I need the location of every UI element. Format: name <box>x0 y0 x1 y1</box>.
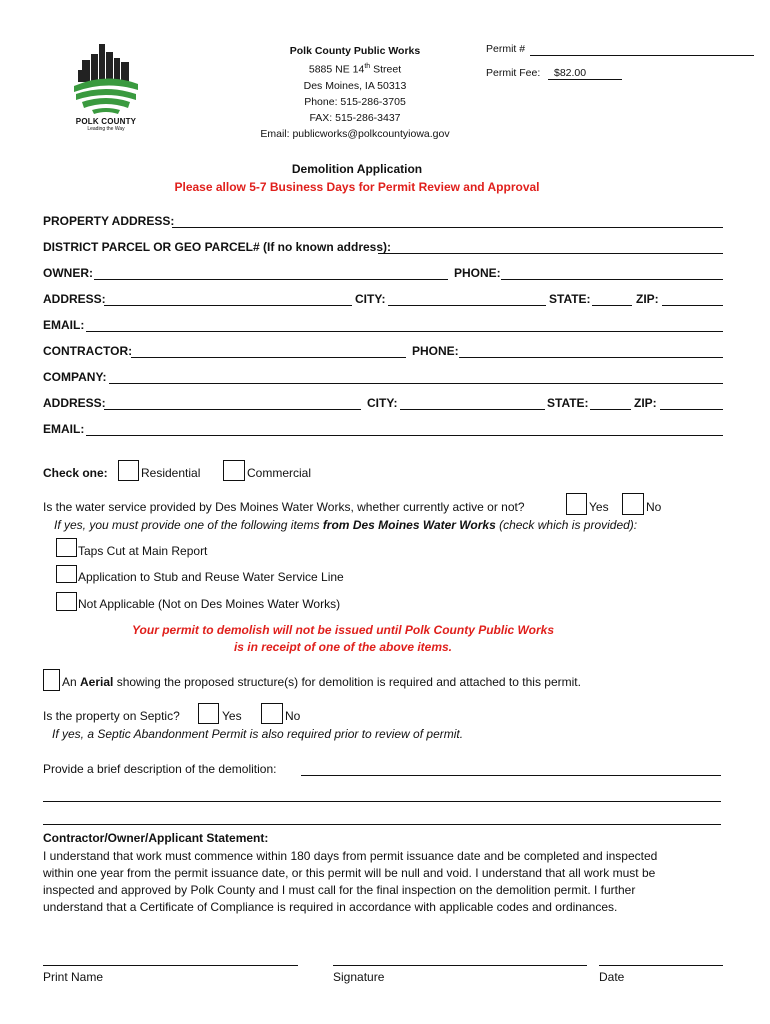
contractor-zip-line[interactable] <box>660 409 723 410</box>
date-line[interactable] <box>599 965 723 966</box>
water-note: If yes, you must provide one of the following items from Des Moines Water Works (check which is provided): <box>54 518 638 532</box>
property-address-line[interactable] <box>172 227 723 228</box>
owner-city-label: CITY: <box>355 292 386 306</box>
not-applicable-checkbox[interactable] <box>56 592 77 611</box>
contractor-address-label: ADDRESS: <box>43 396 106 410</box>
polk-county-logo <box>70 40 142 132</box>
permit-number-line[interactable] <box>530 55 754 56</box>
date-label: Date <box>599 970 625 984</box>
print-name-line[interactable] <box>43 965 298 966</box>
water-question: Is the water service provided by Des Moines Water Works, whether currently active or not? <box>43 500 525 514</box>
agency-info <box>230 43 480 142</box>
parcel-label: DISTRICT PARCEL OR GEO PARCEL# (If no known address): <box>43 240 392 254</box>
water-yes-checkbox[interactable] <box>566 493 587 515</box>
logo-name: POLK COUNTY <box>75 117 137 126</box>
company-line[interactable] <box>109 383 723 384</box>
company-label: COMPANY: <box>43 370 107 384</box>
owner-phone-line[interactable] <box>501 279 723 280</box>
aerial-checkbox[interactable] <box>43 669 60 691</box>
septic-note: If yes, a Septic Abandonment Permit is also required prior to review of permit. <box>52 727 464 741</box>
agency-phone: Phone: 515-286-3705 <box>304 95 406 108</box>
water-no-label: No <box>646 500 662 514</box>
owner-label: OWNER: <box>43 266 93 280</box>
septic-question: Is the property on Septic? <box>43 709 180 723</box>
description-line-2[interactable] <box>43 801 721 802</box>
owner-city-line[interactable] <box>388 305 546 306</box>
water-yes-label: Yes <box>589 500 609 514</box>
commercial-checkbox[interactable] <box>223 460 245 481</box>
permit-fee-value: $82.00 <box>548 67 622 80</box>
water-no-checkbox[interactable] <box>622 493 644 515</box>
logo-tagline: Leading the Way <box>87 126 125 132</box>
form-title: Demolition Application <box>291 162 423 176</box>
not-applicable-label: Not Applicable (Not on Des Moines Water Works) <box>78 597 341 611</box>
agency-city: Des Moines, IA 50313 <box>303 79 407 92</box>
septic-no-checkbox[interactable] <box>261 703 283 724</box>
owner-zip-line[interactable] <box>662 305 723 306</box>
owner-address-line[interactable] <box>104 305 352 306</box>
permit-warning: Your permit to demolish will not be issued until Polk County Public Works is in receipt of one of the above items. <box>131 623 555 654</box>
agency-street: 5885 NE 14th Street <box>308 63 402 76</box>
contractor-city-label: CITY: <box>367 396 398 410</box>
residential-checkbox[interactable] <box>118 460 139 481</box>
aerial-statement: An Aerial showing the proposed structure(s) for demolition is required and attached to this permit. <box>62 675 581 689</box>
agency-name: Polk County Public Works <box>289 45 421 57</box>
statement-body: I understand that work must commence within 180 days from permit issuance date and be completed and inspected within one year from the permit issuance date, or this permit will be null and void. I understand that all work must be inspected and approved by Polk County and I must call for the final inspection on the demolition permit. I further understand that a Certificate of Compliance is required in accordance with applicable codes and ordinances. <box>43 849 658 914</box>
septic-no-label: No <box>285 709 301 723</box>
signature-line[interactable] <box>333 965 587 966</box>
contractor-label: CONTRACTOR: <box>43 344 133 358</box>
parcel-line[interactable] <box>378 253 723 254</box>
contractor-state-label: STATE: <box>547 396 589 410</box>
septic-yes-label: Yes <box>222 709 242 723</box>
contractor-phone-label: PHONE: <box>412 344 459 358</box>
residential-label: Residential <box>141 466 201 480</box>
description-label: Provide a brief description of the demolition: <box>43 762 277 776</box>
contractor-city-line[interactable] <box>400 409 545 410</box>
contractor-zip-label: ZIP: <box>634 396 657 410</box>
owner-line[interactable] <box>94 279 448 280</box>
permit-fee-label: Permit Fee: <box>486 67 541 79</box>
owner-email-line[interactable] <box>86 331 723 332</box>
contractor-email-line[interactable] <box>86 435 723 436</box>
owner-state-line[interactable] <box>592 305 632 306</box>
owner-zip-label: ZIP: <box>636 292 659 306</box>
contractor-email-label: EMAIL: <box>43 422 85 436</box>
owner-phone-label: PHONE: <box>454 266 501 280</box>
owner-email-label: EMAIL: <box>43 318 85 332</box>
property-address-label: PROPERTY ADDRESS: <box>43 214 175 228</box>
stub-reuse-checkbox[interactable] <box>56 565 77 583</box>
contractor-state-line[interactable] <box>590 409 631 410</box>
form-subtitle: Please allow 5-7 Business Days for Permit Review and Approval <box>174 180 540 194</box>
statement-heading: Contractor/Owner/Applicant Statement: <box>43 831 269 845</box>
description-line-1[interactable] <box>301 775 721 776</box>
permit-number-label: Permit # <box>486 43 526 55</box>
signature-label: Signature <box>333 970 385 984</box>
description-line-3[interactable] <box>43 824 721 825</box>
owner-state-label: STATE: <box>549 292 591 306</box>
contractor-address-line[interactable] <box>104 409 361 410</box>
agency-fax: FAX: 515-286-3437 <box>309 111 401 124</box>
check-one-label: Check one: <box>43 466 108 480</box>
owner-address-label: ADDRESS: <box>43 292 106 306</box>
commercial-label: Commercial <box>247 466 312 480</box>
contractor-phone-line[interactable] <box>459 357 723 358</box>
taps-cut-label: Taps Cut at Main Report <box>78 544 208 558</box>
stub-reuse-label: Application to Stub and Reuse Water Service Line <box>78 570 344 584</box>
septic-yes-checkbox[interactable] <box>198 703 219 724</box>
taps-cut-checkbox[interactable] <box>56 538 77 557</box>
agency-email: Email: publicworks@polkcountyiowa.gov <box>260 127 450 140</box>
contractor-line[interactable] <box>131 357 406 358</box>
print-name-label: Print Name <box>43 970 104 984</box>
